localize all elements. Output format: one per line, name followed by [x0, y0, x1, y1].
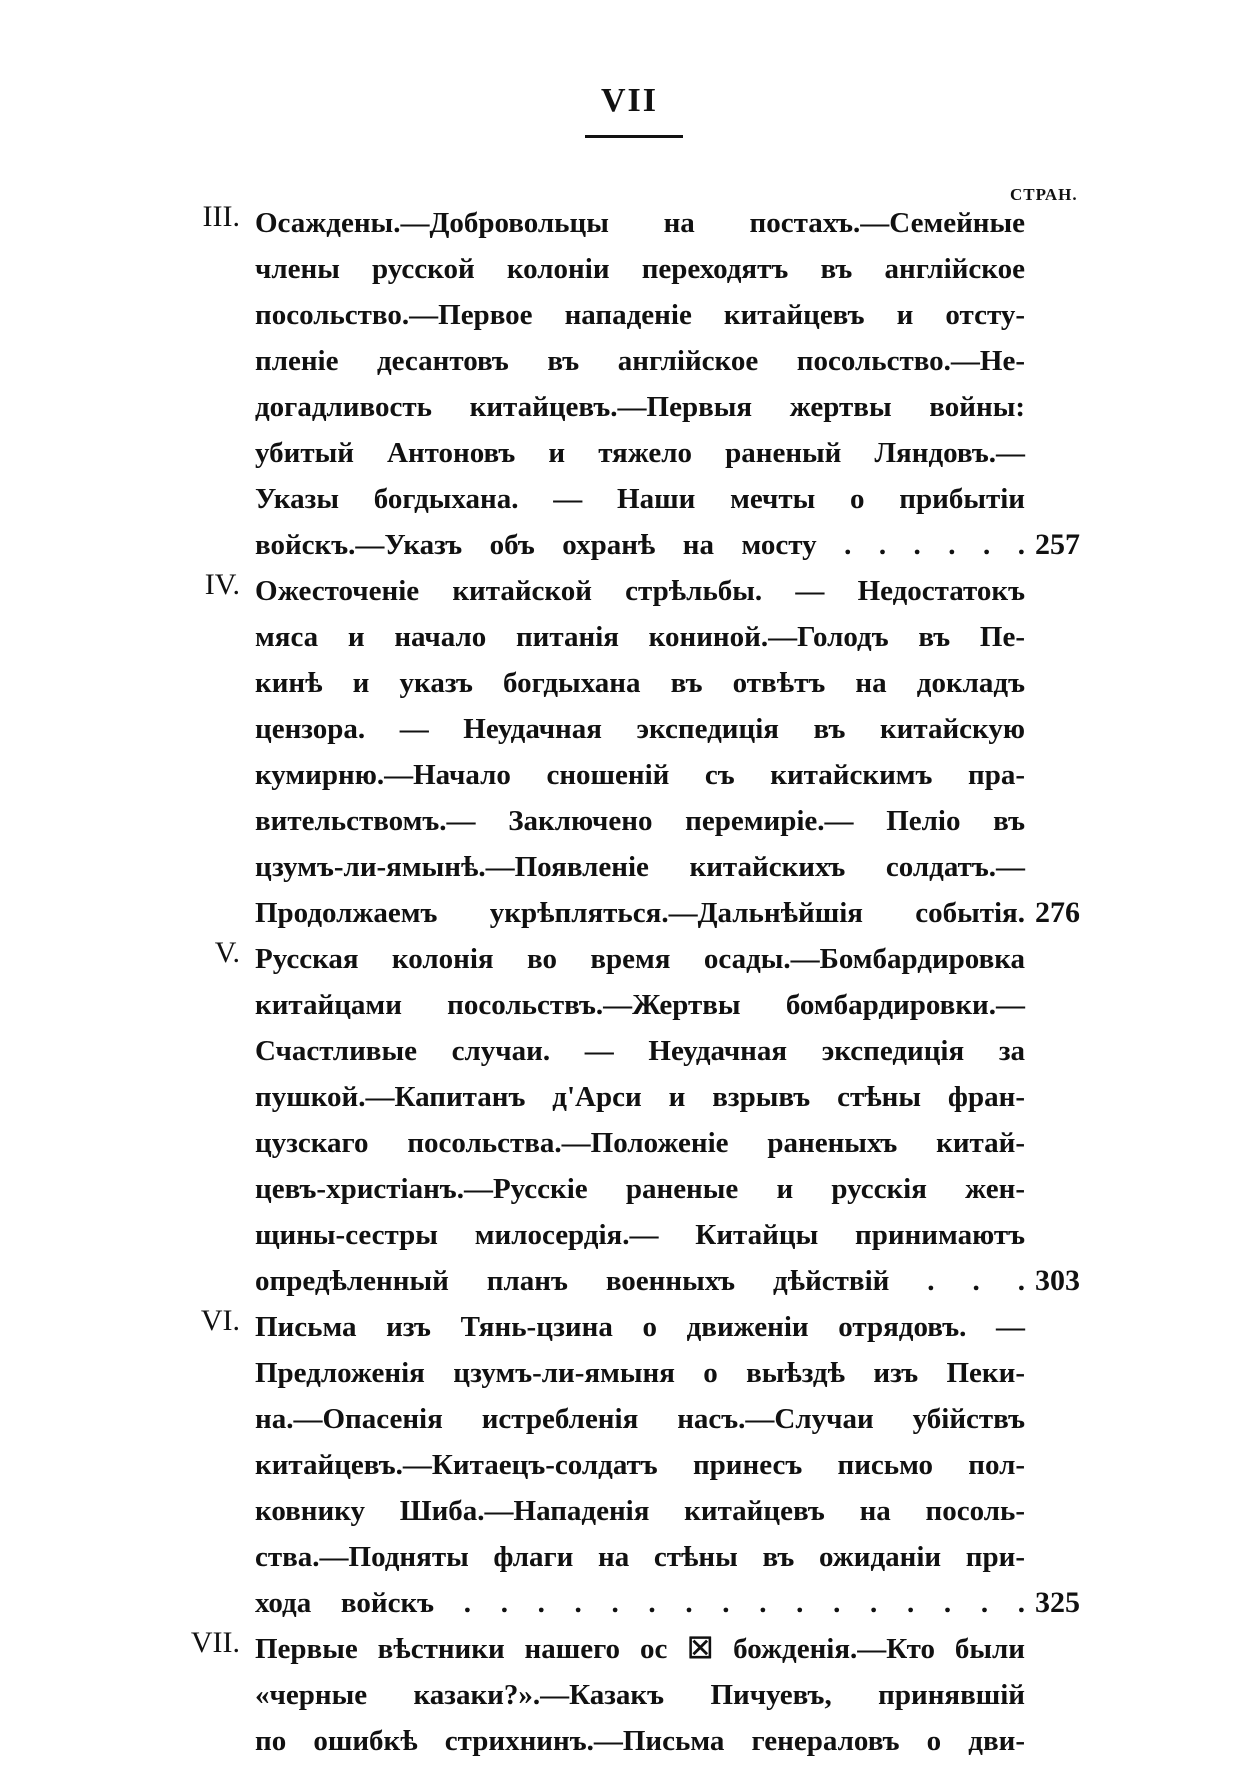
entry-line: войскъ.—Указъ объ охранѣ на мосту . . . . . .: [255, 529, 1025, 561]
entry-line: китайцевъ.—Китаецъ-солдатъ принесъ письмо пол-: [255, 1449, 1025, 1481]
entry-line: опредѣленный планъ военныхъ дѣйствiй . . .: [255, 1265, 1025, 1297]
entry-line: Письма изъ Тянь-цзина о движенiи отрядовъ. —: [255, 1311, 1025, 1343]
entry-line: «черные казаки?».—Казакъ Пичуевъ, принявшiй: [255, 1679, 1025, 1711]
chapter-numeral: VI.: [200, 1304, 240, 1337]
entry-line: ковнику Шиба.—Нападенiя китайцевъ на посоль-: [255, 1495, 1025, 1527]
entry-line: цензора. — Неудачная экспедицiя въ китайскую: [255, 713, 1025, 745]
entry-line: догадливость китайцевъ.—Первыя жертвы войны:: [255, 391, 1025, 423]
entry-line: кинѣ и указъ богдыхана въ отвѣтъ на докладъ: [255, 667, 1025, 699]
header-rule: [585, 135, 683, 138]
entry-line: мяса и начало питанiя кониной.—Голодъ въ Пе-: [255, 621, 1025, 653]
entry-line: Счастливые случаи. — Неудачная экспедицiя за: [255, 1035, 1025, 1067]
entry-line: кумирню.—Начало сношенiй съ китайскимъ пра-: [255, 759, 1025, 791]
entry-line: Осаждены.—Добровольцы на постахъ.—Семейные: [255, 207, 1025, 239]
entry-line: цузскаго посольства.—Положенiе раненыхъ китай-: [255, 1127, 1025, 1159]
entry-line: Предложенiя цзумъ-ли-ямыня о выѣздѣ изъ Пеки-: [255, 1357, 1025, 1389]
chapter-numeral: V.: [214, 936, 240, 969]
entry-line: посольство.—Первое нападенiе китайцевъ и отсту-: [255, 299, 1025, 331]
entry-line: хода войскъ . . . . . . . . . . . . . . . .: [255, 1587, 1025, 1619]
entry-line: цзумъ-ли-ямынѣ.—Появленiе китайскихъ солдатъ.—: [255, 851, 1025, 883]
page-reference: 276: [1035, 896, 1080, 929]
page-reference: 325: [1035, 1586, 1080, 1619]
page-number: VII: [600, 82, 659, 119]
entry-line: пушкой.—Капитанъ д'Арси и взрывъ стѣны фран-: [255, 1081, 1025, 1113]
entry-line: ства.—Подняты флаги на стѣны въ ожиданiи при-: [255, 1541, 1025, 1573]
entry-line: Русская колонiя во время осады.—Бомбардировка: [255, 943, 1025, 975]
entry-line: по ошибкѣ стрихнинъ.—Письма генераловъ о дви-: [255, 1725, 1025, 1757]
page-reference: 257: [1035, 528, 1080, 561]
entry-line: члены русской колонiи переходятъ въ англiйское: [255, 253, 1025, 285]
entry-line: Ожесточенiе китайской стрѣльбы. — Недостатокъ: [255, 575, 1025, 607]
entry-line: пленiе десантовъ въ англiйское посольство.—Не-: [255, 345, 1025, 377]
entry-line: китайцами посольствъ.—Жертвы бомбардировки.—: [255, 989, 1025, 1021]
entry-line: убитый Антоновъ и тяжело раненый Ляндовъ.—: [255, 437, 1025, 469]
chapter-numeral: IV.: [204, 568, 240, 601]
chapter-numeral: III.: [202, 200, 240, 233]
entry-line: цевъ-христiанъ.—Русскiе раненые и русскiя жен-: [255, 1173, 1025, 1205]
entry-line: Продолжаемъ укрѣпляться.—Дальнѣйшiя событiя.: [255, 897, 1025, 929]
chapter-numeral: VII.: [190, 1626, 240, 1659]
column-header-pages: СТРАН.: [1010, 185, 1078, 204]
page-reference: 303: [1035, 1264, 1080, 1297]
entry-line: Указы богдыхана. — Наши мечты о прибытiи: [255, 483, 1025, 515]
entry-line: на.—Опасенiя истребленiя насъ.—Случаи убiйствъ: [255, 1403, 1025, 1435]
entry-line: Первые вѣстники нашего ос ☒ божденiя.—Кто были: [255, 1633, 1025, 1665]
entry-line: вительствомъ.— Заключено перемирiе.— Пелiо въ: [255, 805, 1025, 837]
entry-line: щины-сестры милосердiя.— Китайцы принимаютъ: [255, 1219, 1025, 1251]
